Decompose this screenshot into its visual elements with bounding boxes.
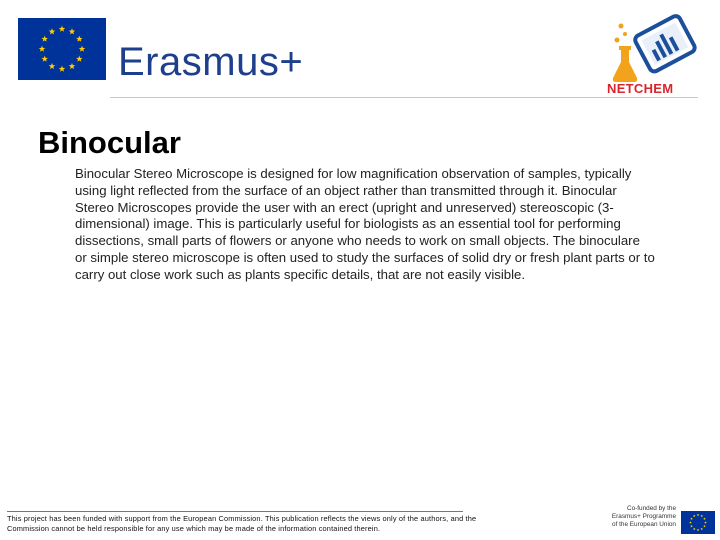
slide-title: Binocular bbox=[38, 125, 181, 160]
footer-divider bbox=[7, 511, 463, 512]
cofunded-line: Co-funded by the bbox=[626, 505, 676, 512]
eu-flag-small-icon bbox=[681, 511, 715, 534]
erasmus-logo-text: Erasmus+ bbox=[118, 40, 304, 84]
netchem-logo-text: NETCHEM bbox=[607, 81, 674, 96]
eu-flag-icon bbox=[18, 18, 106, 80]
cofunded-line: Erasmus+ Programme bbox=[611, 513, 676, 520]
slide-body-text: Binocular Stereo Microscope is designed for low magnification observation of samples, typically using light reflected from the surface of an object rather than transmitted through it. Binocular Stereo Microscopes provide the user with an erect (upright and unreserved) stereoscopic (3-dimensional) image. This is particularly useful for biologists as an essential tool for performing dissections, small parts of flowers or anyone who needs to work on small objects. The binoculare or simple stereo microscope is often used to study the surfaces of solid dry or fresh plant parts or to carry out close work such as plants specific details, that are not easily visible. bbox=[75, 166, 655, 282]
slide-header bbox=[0, 0, 720, 100]
cofunded-line: of the European Union bbox=[612, 521, 676, 528]
cofunded-label bbox=[602, 505, 676, 529]
footer-disclaimer: This project has been funded with support from the European Commission. This publication reflects the views only of the authors, and the Commission cannot be held responsible for any use which may be made of the information contained therein. bbox=[7, 514, 477, 533]
